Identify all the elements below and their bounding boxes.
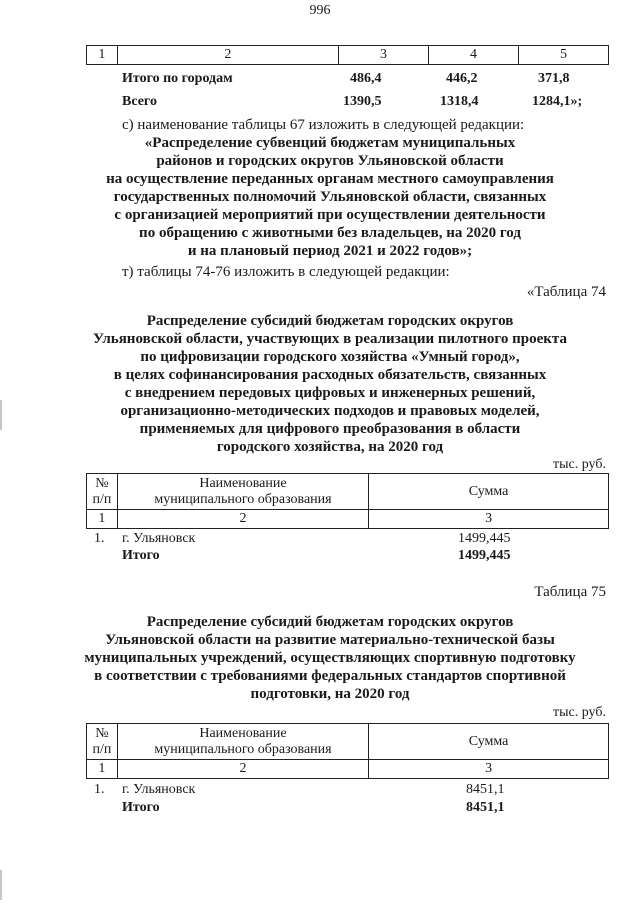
title-line: районов и городских округов Ульяновской области bbox=[156, 153, 504, 169]
row-value: 371,8 bbox=[538, 71, 570, 86]
index-cell: 3 bbox=[369, 510, 609, 529]
col-index-3: 3 bbox=[339, 46, 429, 65]
index-cell: 1 bbox=[87, 510, 118, 529]
table74-title bbox=[60, 312, 600, 456]
index-cell: 3 bbox=[369, 760, 609, 779]
title-line: организационно-методических подходов и правовых моделей, bbox=[120, 403, 540, 419]
title-line: применяемых для цифрового преобразования в области bbox=[139, 421, 521, 437]
col-index-1: 1 bbox=[87, 46, 118, 65]
total-sum: 8451,1 bbox=[466, 800, 505, 815]
title-line: Распределение субсидий бюджетам городских округов bbox=[146, 313, 514, 329]
title-line: и на плановый период 2021 и 2022 годов»; bbox=[187, 243, 473, 259]
total-label: Итого bbox=[122, 548, 160, 563]
table74-units: тыс. руб. bbox=[553, 457, 606, 472]
scan-edge-mark bbox=[0, 870, 2, 900]
title-line: по обращению с животными без владельцев, на 2020 год bbox=[139, 225, 521, 241]
title-line: подготовки, на 2020 год bbox=[250, 686, 410, 702]
paragraph-t: т) таблицы 74-76 изложить в следующей редакции: bbox=[122, 264, 450, 280]
title-line: Ульяновской области на развитие материально-технической базы bbox=[105, 632, 555, 648]
title-line: «Распределение субвенций бюджетам муниципальных bbox=[144, 135, 516, 151]
header-name: Наименование муниципального образования bbox=[117, 474, 368, 510]
top-table-header bbox=[86, 45, 609, 65]
header-name: Наименование муниципального образования bbox=[117, 724, 368, 760]
title-line: с организацией мероприятий при осуществлении деятельности bbox=[114, 207, 546, 223]
table67-title bbox=[60, 134, 600, 260]
row-name: Итого по городам bbox=[122, 71, 233, 86]
title-line: в соответствии с требованиями федеральных стандартов спортивной bbox=[94, 668, 566, 684]
row-name: г. Ульяновск bbox=[122, 531, 196, 546]
header-sum: Сумма bbox=[369, 724, 609, 760]
row-sum: 8451,1 bbox=[466, 782, 505, 797]
page-number: 996 bbox=[309, 3, 331, 18]
header-num: № п/п bbox=[87, 474, 118, 510]
row-value: 1390,5 bbox=[343, 94, 382, 109]
paragraph-c: с) наименование таблицы 67 изложить в следующей редакции: bbox=[122, 117, 525, 133]
title-line: Ульяновской области, участвующих в реализации пилотного проекта bbox=[93, 331, 567, 347]
table75-units: тыс. руб. bbox=[553, 705, 606, 720]
col-index-2: 2 bbox=[117, 46, 338, 65]
scan-edge-mark bbox=[0, 400, 2, 430]
table75-label: Таблица 75 bbox=[534, 584, 606, 600]
table74-header bbox=[86, 473, 609, 529]
row-value: 1318,4 bbox=[440, 94, 479, 109]
header-num: № п/п bbox=[87, 724, 118, 760]
table75-header bbox=[86, 723, 609, 779]
col-index-4: 4 bbox=[429, 46, 519, 65]
row-value: 1284,1»; bbox=[532, 94, 583, 109]
row-name: Всего bbox=[122, 94, 157, 109]
total-label: Итого bbox=[122, 800, 160, 815]
title-line: на осуществление переданных органам местного самоуправления bbox=[106, 171, 554, 187]
index-cell: 2 bbox=[117, 760, 368, 779]
index-cell: 2 bbox=[117, 510, 368, 529]
title-line: в целях софинансирования расходных обязательств, связанных bbox=[113, 367, 547, 383]
title-line: государственных полномочий Ульяновской области, связанных bbox=[113, 189, 547, 205]
title-line: с внедрением передовых цифровых и инженерных решений, bbox=[124, 385, 536, 401]
title-line: Распределение субсидий бюджетам городских округов bbox=[146, 614, 514, 630]
row-num: 1. bbox=[94, 782, 105, 797]
title-line: городского хозяйства, на 2020 год bbox=[216, 439, 444, 455]
header-sum: Сумма bbox=[369, 474, 609, 510]
row-sum: 1499,445 bbox=[458, 531, 511, 546]
row-name: г. Ульяновск bbox=[122, 782, 196, 797]
row-num: 1. bbox=[94, 531, 105, 546]
title-line: по цифровизации городского хозяйства «Умный город», bbox=[140, 349, 520, 365]
col-index-5: 5 bbox=[518, 46, 608, 65]
row-value: 446,2 bbox=[446, 71, 478, 86]
total-sum: 1499,445 bbox=[458, 548, 511, 563]
index-cell: 1 bbox=[87, 760, 118, 779]
table75-title bbox=[60, 613, 600, 703]
table74-label: «Таблица 74 bbox=[526, 284, 606, 300]
title-line: муниципальных учреждений, осуществляющих спортивную подготовку bbox=[84, 650, 576, 666]
row-value: 486,4 bbox=[350, 71, 382, 86]
